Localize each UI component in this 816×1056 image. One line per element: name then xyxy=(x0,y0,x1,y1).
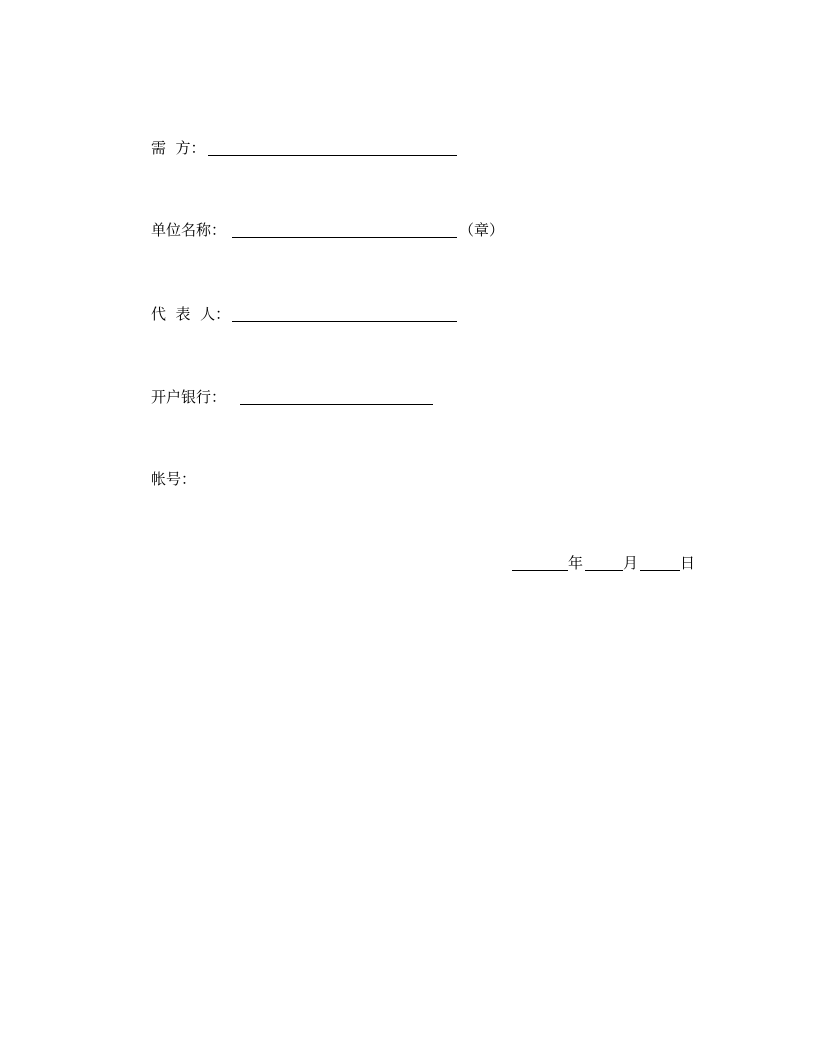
bank-field[interactable] xyxy=(240,404,433,405)
day-field[interactable] xyxy=(640,570,680,571)
representative-label: 代 表 人： xyxy=(151,305,231,323)
account-label: 帐号： xyxy=(151,470,197,488)
seal-label: （章） xyxy=(459,221,505,239)
month-label: 月 xyxy=(623,554,639,572)
bank-label: 开户银行： xyxy=(151,388,227,406)
year-label: 年 xyxy=(568,554,584,572)
month-field[interactable] xyxy=(585,570,623,571)
unit-name-label: 单位名称： xyxy=(151,221,227,239)
unit-name-field[interactable] xyxy=(232,237,457,238)
day-label: 日 xyxy=(680,554,696,572)
representative-field[interactable] xyxy=(232,321,457,322)
demand-party-field[interactable] xyxy=(208,155,457,156)
year-field[interactable] xyxy=(512,570,568,571)
demand-party-label: 需 方： xyxy=(151,139,206,157)
